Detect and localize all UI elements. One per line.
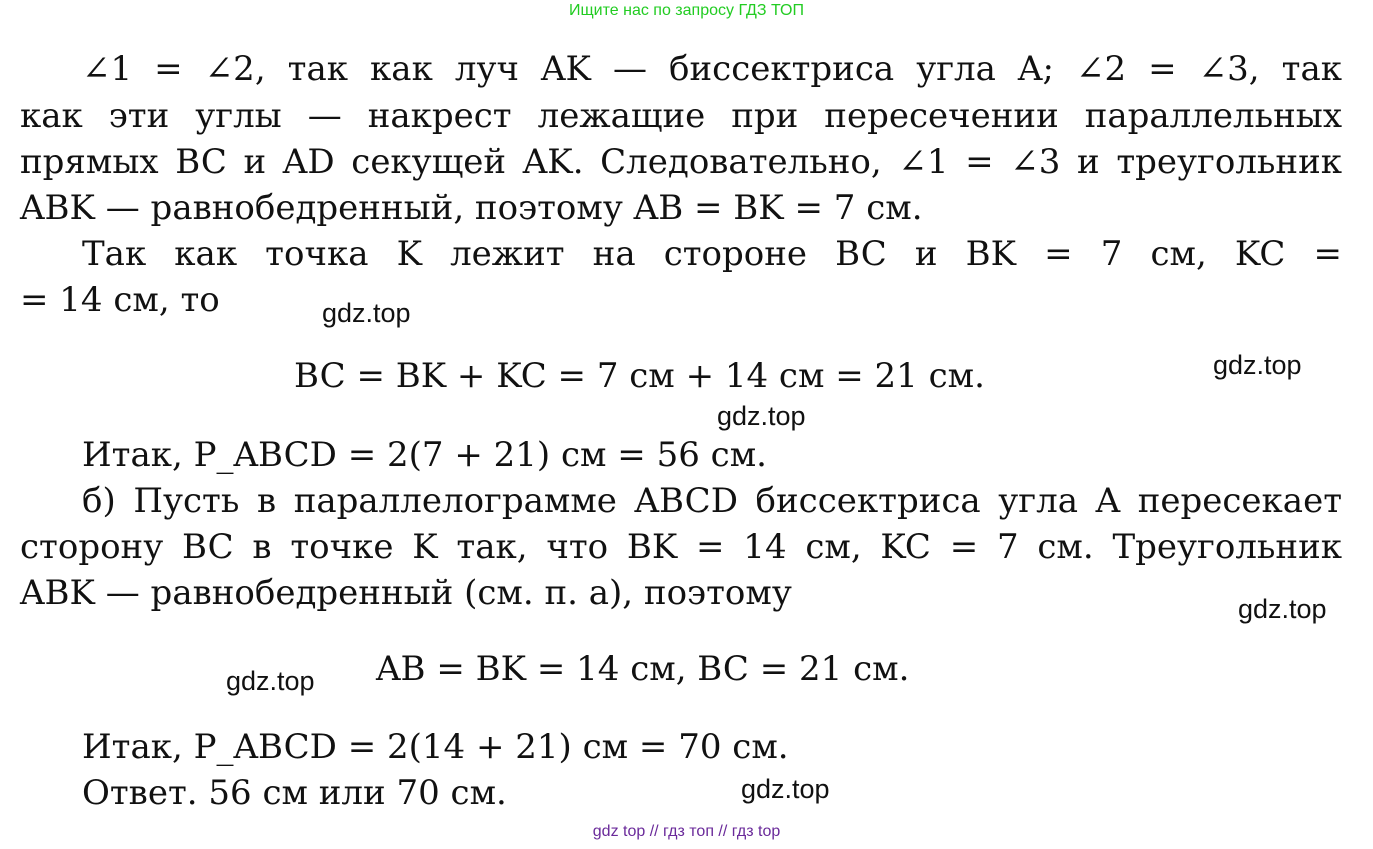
equation-1	[294, 355, 985, 397]
line-3-text: прямых BC и AD секущей AK. Следовательно, ∠1 = ∠3 и треугольник	[20, 142, 1342, 182]
line-7-text: Итак, P_ABCD = 2(7 + 21) см = 56 см.	[82, 435, 767, 475]
text-line-1	[20, 48, 1342, 90]
line-6-text: = 14 см, то	[20, 280, 220, 320]
text-line-7	[82, 434, 767, 476]
text-line-10	[20, 572, 792, 614]
line-10-text: ABK — равнобедренный (см. п. а), поэтому	[20, 573, 792, 613]
top-banner: Ищите нас по запросу ГДЗ ТОП	[569, 2, 804, 19]
text-line-9	[20, 526, 1342, 568]
line-1-text: ∠1 = ∠2, так как луч AK — биссектриса угла A; ∠2 = ∠3, так	[82, 49, 1342, 89]
line-11-text: Итак, P_ABCD = 2(14 + 21) см = 70 см.	[82, 727, 789, 767]
answer-line	[82, 772, 507, 814]
text-line-6	[20, 279, 220, 321]
text-line-2	[20, 95, 1342, 137]
watermark: gdz.top	[1238, 594, 1327, 624]
equation-2	[376, 648, 909, 690]
line-8-text: б) Пусть в параллелограмме ABCD биссектриса угла A пересекает	[82, 481, 1342, 521]
text-line-11	[82, 726, 789, 768]
line-2-text: как эти углы — накрест лежащие при пересечении параллельных	[20, 96, 1342, 136]
watermark: gdz.top	[717, 401, 806, 431]
text-line-4	[20, 187, 923, 229]
line-4-text: ABK — равнобедренный, поэтому AB = BK = 7 см.	[20, 188, 923, 228]
line-9-text: сторону BC в точке K так, что BK = 14 см, KC = 7 см. Треугольник	[20, 527, 1342, 567]
watermark: gdz.top	[741, 774, 830, 804]
answer-text: Ответ. 56 см или 70 см.	[82, 773, 507, 813]
watermark: gdz.top	[322, 298, 411, 328]
text-line-3	[20, 141, 1342, 183]
watermark: gdz.top	[1213, 350, 1302, 380]
footer-links: gdz top // гдз топ // гдз top	[592, 823, 781, 840]
watermark: gdz.top	[226, 666, 315, 696]
text-line-8	[20, 480, 1342, 522]
line-5-text: Так как точка K лежит на стороне BC и BK = 7 см, KC =	[82, 234, 1342, 274]
equation-1-text: BC = BK + KC = 7 см + 14 см = 21 см.	[294, 356, 985, 396]
equation-2-text: AB = BK = 14 см, BC = 21 см.	[376, 649, 910, 689]
text-line-5	[20, 233, 1342, 275]
